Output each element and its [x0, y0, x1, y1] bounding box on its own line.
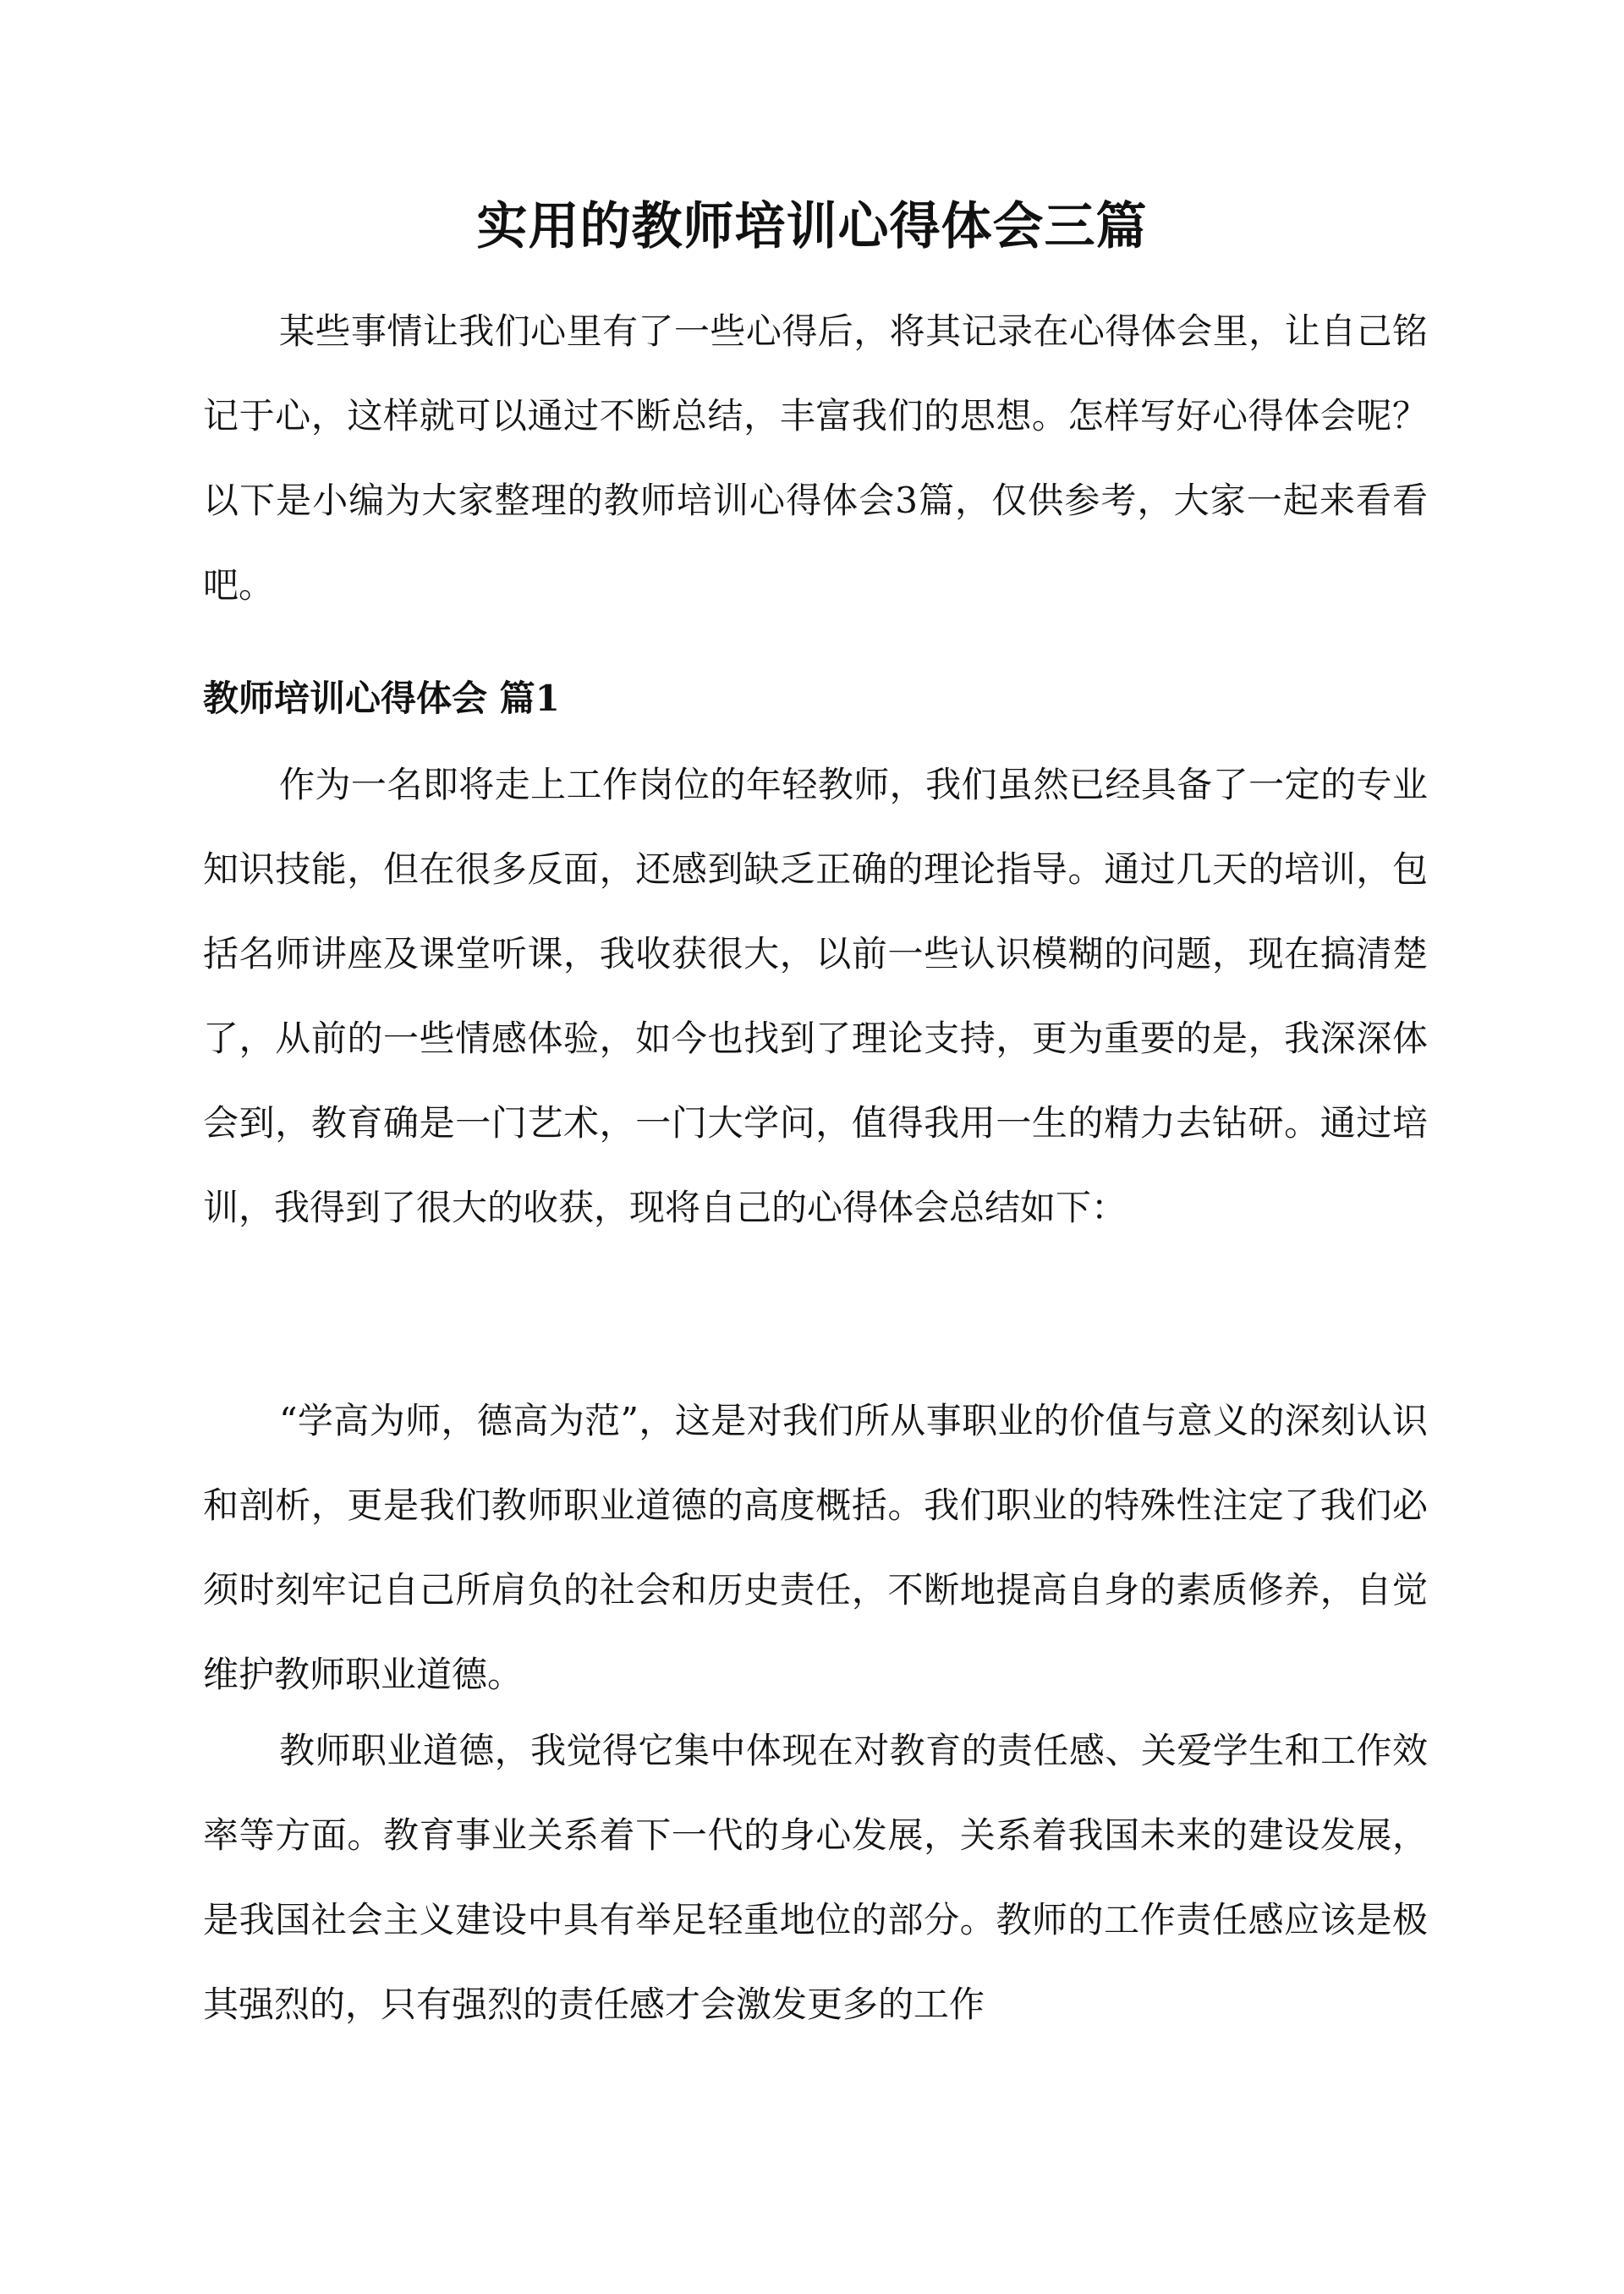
intro-paragraph: 某些事情让我们心里有了一些心得后，将其记录在心得体会里，让自己铭记于心，这样就可以通过不断总结，丰富我们的思想。怎样写好心得体会呢？以下是小编为大家整理的教师培训心得体会3篇，仅供参考，大家一起来看看吧。	[203, 310, 1428, 606]
body-paragraph: 作为一名即将走上工作岗位的年轻教师，我们虽然已经具备了一定的专业知识技能，但在很多反面，还感到缺乏正确的理论指导。通过几天的培训，包括名师讲座及课堂听课，我收获很大，以前一些认识模糊的问题，现在搞清楚了，从前的一些情感体验，如今也找到了理论支持，更为重要的是，我深深体会到，教育确是一门艺术，一门大学问，值得我用一生的精力去钻研。通过培训，我得到了很大的收获，现将自己的心得体会总结如下：	[203, 764, 1428, 1228]
body-paragraph: “学高为师，德高为范”，这是对我们所从事职业的价值与意义的深刻认识和剖析，更是我们教师职业道德的高度概括。我们职业的特殊性注定了我们必须时刻牢记自己所肩负的社会和历史责任，不断地提高自身的素质修养，自觉维护教师职业道德。	[203, 1400, 1428, 1695]
body-paragraph: 教师职业道德，我觉得它集中体现在对教育的责任感、关爱学生和工作效率等方面。教育事业关系着下一代的身心发展，关系着我国未来的建设发展，是我国社会主义建设中具有举足轻重地位的部分。教师的工作责任感应该是极其强烈的，只有强烈的责任感才会激发更多的工作	[203, 1730, 1428, 2025]
section-heading: 教师培训心得体会 篇1	[203, 678, 560, 719]
document-title: 实用的教师培训心得体会三篇	[476, 197, 1148, 256]
